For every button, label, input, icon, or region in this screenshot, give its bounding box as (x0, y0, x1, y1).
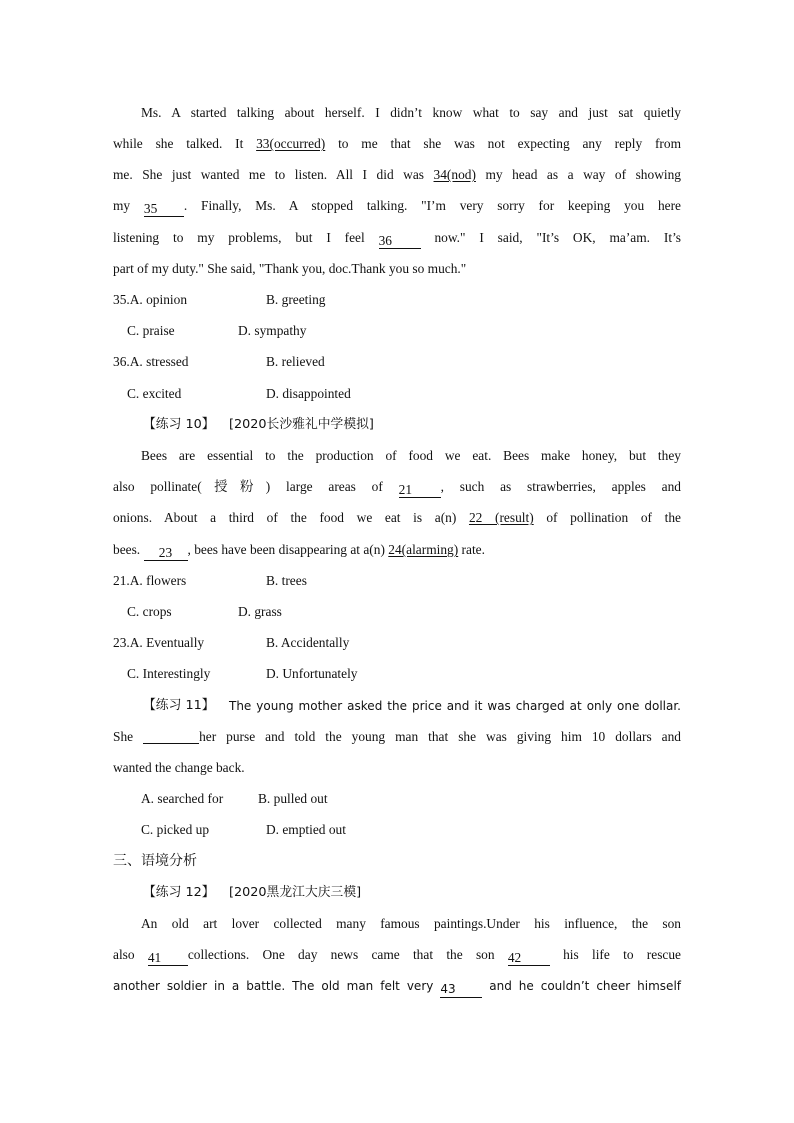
paragraph-line (113, 133, 681, 155)
text: also pollinate(授粉) large areas of (113, 479, 399, 494)
cloze-blank: 42 (508, 950, 550, 966)
answer-blank (143, 728, 199, 744)
section-heading: 三、语境分析 (113, 853, 197, 869)
text: his life to rescue (549, 947, 681, 962)
option-text: B. relieved (266, 354, 325, 369)
option-text: D. emptied out (266, 822, 346, 837)
option-text: D. sympathy (238, 323, 307, 338)
option-text: D. Unfortunately (266, 666, 358, 681)
cloze-blank: 35 (144, 201, 184, 217)
cloze-blank: 23 (144, 545, 188, 561)
text: and he couldn’t cheer himself (482, 979, 681, 993)
option-text: C. excited (127, 386, 182, 401)
text: while she talked. It (113, 136, 257, 151)
option-text: B. greeting (266, 292, 326, 307)
exercise-source: [2020长沙雅礼中学模拟] (229, 417, 374, 432)
text: , bees have been disappearing at a(n) (187, 542, 389, 557)
paragraph-line: An old art lover collected many famous paintings.Under his influence, the son (141, 916, 681, 931)
paragraph-line (113, 975, 681, 997)
paragraph-line: Bees are essential to the production of food we eat. Bees make honey, but they (141, 448, 681, 463)
option-text: C. Interestingly (127, 666, 211, 681)
option-text: C. crops (127, 604, 172, 619)
option-text: A. searched for (141, 791, 224, 806)
text: bees. (113, 542, 144, 557)
exercise-source: [2020黑龙江大庆三模] (229, 885, 362, 900)
text: now." I said, "It’s OK, ma’am. It’s (420, 230, 681, 245)
option-text: B. trees (266, 573, 307, 588)
paragraph-line: The young mother asked the price and it was charged at only one dollar. (229, 699, 681, 713)
paragraph-line (113, 227, 681, 249)
paragraph-line (113, 539, 681, 561)
option-text: B. pulled out (258, 791, 328, 806)
cloze-blank: 34(nod) (433, 167, 476, 182)
text: another soldier in a battle. The old man felt very (113, 979, 441, 993)
text: onions. About a third of the food we eat is a(n) (113, 510, 469, 525)
paragraph-line (113, 944, 681, 966)
text: her purse and told the young man that she was giving him 10 dollars and (199, 729, 681, 744)
text: rate. (458, 542, 485, 557)
option-text: 35.A. opinion (113, 292, 188, 307)
option-text: C. praise (127, 323, 175, 338)
paragraph-line: wanted the change back. (113, 760, 245, 775)
text: of pollination of the (533, 510, 681, 525)
option-text: 36.A. stressed (113, 354, 189, 369)
text: collections. One day news came that the son (187, 947, 508, 962)
paragraph-line (113, 195, 681, 217)
exercise-tag: 【练习 12】 (143, 885, 215, 900)
cloze-blank: 33(occurred) (256, 136, 326, 151)
exercise-tag: 【练习 11】 (143, 698, 215, 713)
option-text: 21.A. flowers (113, 573, 187, 588)
option-text: D. grass (238, 604, 282, 619)
text: to me that she was not expecting any reply from (325, 136, 681, 151)
option-text: B. Accidentally (266, 635, 350, 650)
option-text: 23.A. Eventually (113, 635, 205, 650)
option-text: C. picked up (141, 822, 210, 837)
exercise-tag: 【练习 10】 (143, 417, 215, 432)
cloze-blank: 24(alarming) (388, 542, 459, 557)
text: my (113, 198, 144, 213)
paragraph-line (113, 507, 681, 529)
cloze-blank: 36 (379, 233, 421, 249)
text: She (113, 729, 144, 744)
text: my head as a way of showing (475, 167, 681, 182)
cloze-blank: 43 (440, 982, 482, 998)
text: also (113, 947, 148, 962)
paragraph-line (113, 476, 681, 498)
text: me. She just wanted me to listen. All I did was (113, 167, 434, 182)
text: listening to my problems, but I feel (113, 230, 379, 245)
text: . Finally, Ms. A stopped talking. "I’m very sorry for keeping you here (183, 198, 681, 213)
text: , such as strawberries, apples and (440, 479, 681, 494)
cloze-blank: 41 (148, 950, 188, 966)
paragraph-line (113, 726, 681, 748)
paragraph-line: part of my duty." She said, "Thank you, doc.Thank you so much." (113, 261, 467, 276)
cloze-blank: 22 (result) (468, 510, 534, 525)
option-text: D. disappointed (266, 386, 351, 401)
cloze-blank: 21 (399, 482, 441, 498)
paragraph-line (113, 164, 681, 186)
paragraph-line: Ms. A started talking about herself. I didn’t know what to say and just sat quietly (141, 105, 681, 120)
